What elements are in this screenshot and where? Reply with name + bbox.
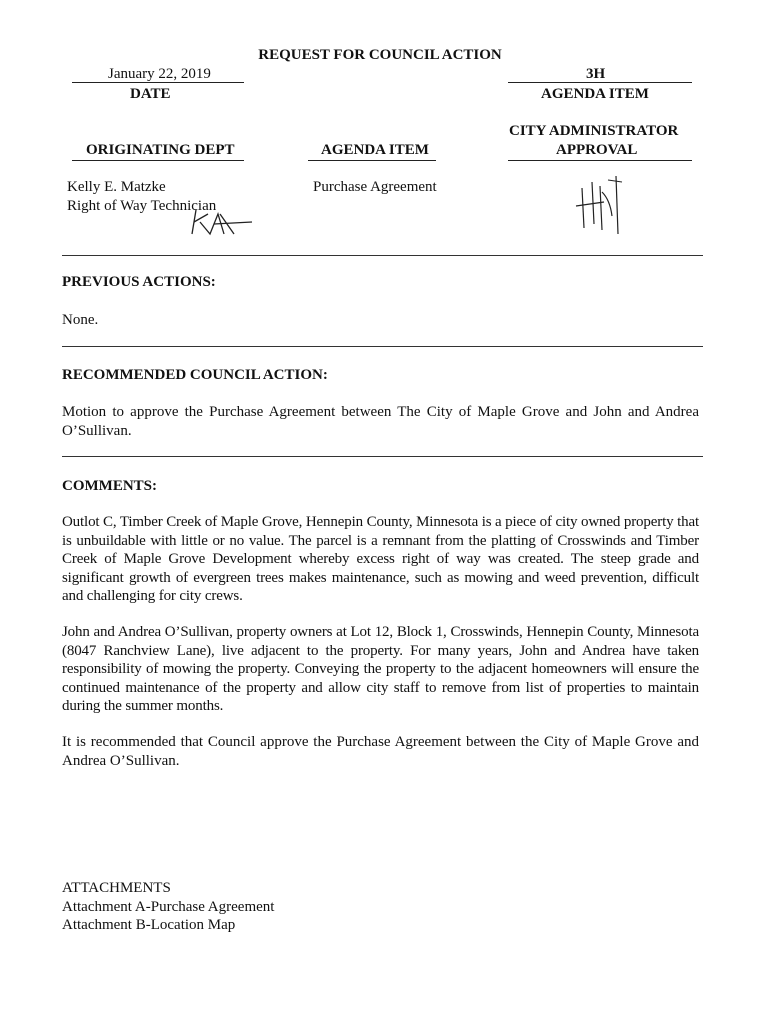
date-value: January 22, 2019	[108, 66, 211, 82]
document-title: REQUEST FOR COUNCIL ACTION	[258, 47, 502, 63]
approval-underline	[508, 160, 692, 161]
date-label: DATE	[130, 86, 171, 102]
date-underline	[72, 82, 244, 83]
approval-signature	[570, 172, 630, 238]
attachment-item: Attachment B-Location Map	[62, 917, 236, 933]
initials-signature	[190, 200, 260, 240]
attachments-heading: ATTACHMENTS	[62, 880, 171, 896]
agenda-item-column-label: AGENDA ITEM	[321, 142, 429, 158]
originating-dept-label: ORIGINATING DEPT	[86, 142, 235, 158]
recommended-action-heading: RECOMMENDED COUNCIL ACTION:	[62, 367, 328, 383]
section-divider	[62, 456, 703, 457]
comments-heading: COMMENTS:	[62, 478, 157, 494]
dept-contact-name: Kelly E. Matzke	[67, 179, 166, 195]
agenda-item-description: Purchase Agreement	[313, 179, 437, 195]
agenda-item-number: 3H	[586, 66, 606, 82]
agenda-item-column-underline	[308, 160, 436, 161]
attachment-item: Attachment A-Purchase Agreement	[62, 899, 275, 915]
agenda-item-underline	[508, 82, 692, 83]
comments-paragraph: John and Andrea O’Sullivan, property owners at Lot 12, Block 1, Crosswinds, Hennepin County, Minnesota (8047 Ranchview Lane), live adjacent to the property. For many years, John and Andrea have taken responsibility of mowing the property. Conveying the property to the adjacent homeowners will ensure the continued maintenance of the property and allow city staff to remove from list of properties to maintain during the summer months.	[62, 624, 699, 715]
recommended-action-text: Motion to approve the Purchase Agreement between The City of Maple Grove and John and Andrea O’Sullivan.	[62, 404, 699, 439]
previous-actions-text: None.	[62, 312, 99, 328]
comments-paragraph: Outlot C, Timber Creek of Maple Grove, Hennepin County, Minnesota is a piece of city owned property that is unbuildable with little or no value. The parcel is a remnant from the platting of Crosswinds and Timber Creek of Maple Grove Development whereby excess right of way was created. The steep grade and significant growth of evergreen trees makes maintenance, such as mowing and weed prevention, difficult and challenging for city crews.	[62, 514, 699, 605]
section-divider	[62, 346, 703, 347]
approval-label-line2: APPROVAL	[556, 142, 638, 158]
agenda-item-label: AGENDA ITEM	[541, 86, 649, 102]
dept-contact-title: Right of Way Technician	[67, 198, 217, 214]
originating-dept-underline	[72, 160, 244, 161]
previous-actions-heading: PREVIOUS ACTIONS:	[62, 274, 216, 290]
comments-paragraph: It is recommended that Council approve the Purchase Agreement between the City of Maple Grove and Andrea O’Sullivan.	[62, 734, 699, 769]
approval-label-line1: CITY ADMINISTRATOR	[509, 123, 679, 139]
section-divider	[62, 255, 703, 256]
